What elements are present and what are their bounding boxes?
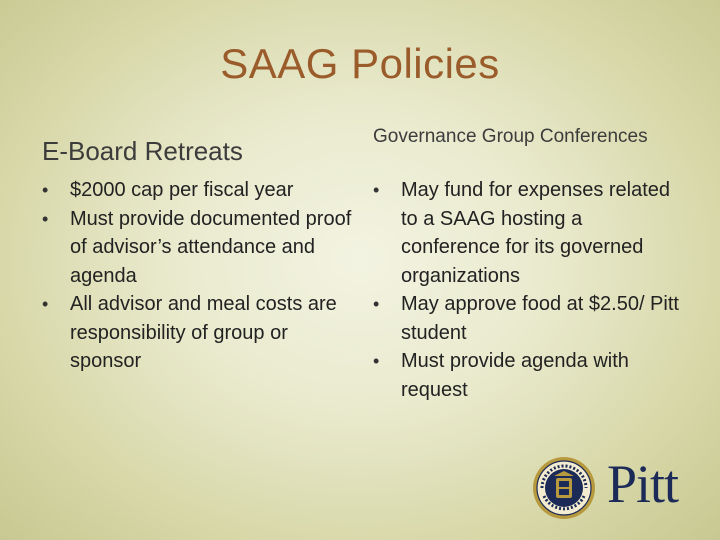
list-item (42, 290, 358, 376)
bullet-icon: • (373, 180, 380, 200)
bullet-icon: • (42, 180, 49, 200)
bullet-icon: • (42, 294, 49, 314)
bullet-icon: • (373, 294, 380, 314)
right-column-heading: Governance Group Conferences (373, 126, 648, 147)
bullet-text: All advisor and meal costs are responsibility of group or sponsor (70, 293, 337, 372)
bullet-text: May approve food at $2.50/ Pitt student (401, 293, 679, 344)
university-seal-icon (532, 456, 596, 520)
list-item (42, 176, 358, 205)
left-bullet-list (42, 176, 358, 376)
bullet-text: Must provide documented proof of advisor’s attendance and agenda (70, 207, 352, 287)
bullet-text: $2000 cap per fiscal year (70, 179, 294, 201)
list-item (373, 290, 685, 347)
left-column-heading: E-Board Retreats (42, 136, 243, 166)
bullet-icon: • (42, 208, 49, 229)
bullet-icon: • (373, 351, 380, 371)
list-item (373, 176, 685, 290)
slide-title: SAAG Policies (220, 40, 500, 87)
bullet-text: Must provide agenda with request (401, 350, 629, 401)
list-item (42, 205, 358, 291)
right-bullet-list (373, 176, 685, 404)
pitt-wordmark: Pitt (607, 454, 679, 514)
list-item (373, 347, 685, 404)
bullet-text: May fund for expenses related to a SAAG hosting a conference for its governed organizations (401, 179, 671, 287)
